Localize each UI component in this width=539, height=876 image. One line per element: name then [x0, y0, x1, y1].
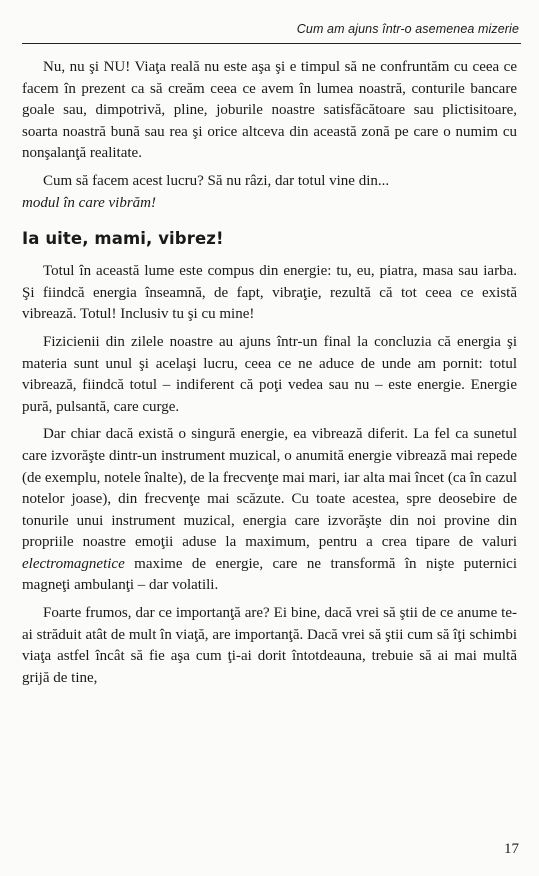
paragraph-text: Dar chiar dacă există o singură energie, ea vibrează diferit. La fel ca sunetul care izvorăşte dintr-un instrument muzical, o anumită energie vibrează mai repede (de exemplu, notele înalte), de la frecvenţe mai mari, iar alta mai încet (ca în cazul notelor joase), din frecvenţe mai scăzute. Cu toate acestea, spre deosebire de tonurile unui instrument muzical, energia care izvorăşte din noi provine din propriile noastre emoţii aduse la maximum, pentru a crea tipare de valuri	[22, 426, 517, 551]
page-number: 17	[504, 841, 519, 857]
paragraph: Foarte frumos, dar ce importanţă are? Ei bine, dacă vrei să ştii de ce anume te-ai străduit atât de mult în viaţă, are importanţă. Dacă vrei să ştii cum să îţi schimbi viaţa astfel încât să fie aşa cum ţi-ai dorit întotdeauna, trebuie să ai mai multă grijă de tine,	[22, 605, 517, 686]
header-rule	[22, 43, 521, 44]
emphasis-text: modul în care vibrăm!	[22, 194, 157, 211]
paragraph: Fizicienii din zilele noastre au ajuns într-un final la concluzia că energia şi materia sunt unul şi acelaşi lucru, ceea ce ne aduce de unde am pornit: totul vibrează, fiindcă totul – indiferent că poţi vedea sau nu – este energie. Energie pură, pulsantă, care curge.	[22, 333, 517, 415]
emphasis-text: electromagnetice	[22, 555, 125, 572]
paragraph-text: Cum să facem acest lucru? Să nu râzi, dar totul vine din...	[43, 172, 390, 189]
section-heading: Ia uite, mami, vibrez!	[22, 229, 224, 249]
paragraph: Totul în această lume este compus din energie: tu, eu, piatra, masa sau iarba. Şi fiindcă energia înseamnă, de fapt, vibraţie, rezultă că tot ceea ce există vibrează. Totul! Inclusiv tu şi cu mine!	[22, 263, 517, 323]
page-body	[22, 57, 517, 695]
paragraph-text: maxime de energie, care ne transformă în nişte puternici magneţi ambulanţi – dar volatili.	[22, 555, 517, 594]
paragraph	[22, 424, 517, 597]
paragraph: Nu, nu şi NU! Viaţa reală nu este aşa şi e timpul să ne confruntăm cu ceea ce facem în prezent ca să creăm ceea ce avem în lumea noastră, conturile bancare goale sau, dimpotrivă, pline, joburile noastre satisfăcătoare sau plictisitoare, soarta noastră bună sau rea şi orice altceva din această zonă pe care o numim cu nonşalanţă realitate.	[22, 59, 517, 162]
running-head: Cum am ajuns într-o asemenea mizerie	[296, 22, 519, 36]
paragraph	[22, 171, 517, 214]
